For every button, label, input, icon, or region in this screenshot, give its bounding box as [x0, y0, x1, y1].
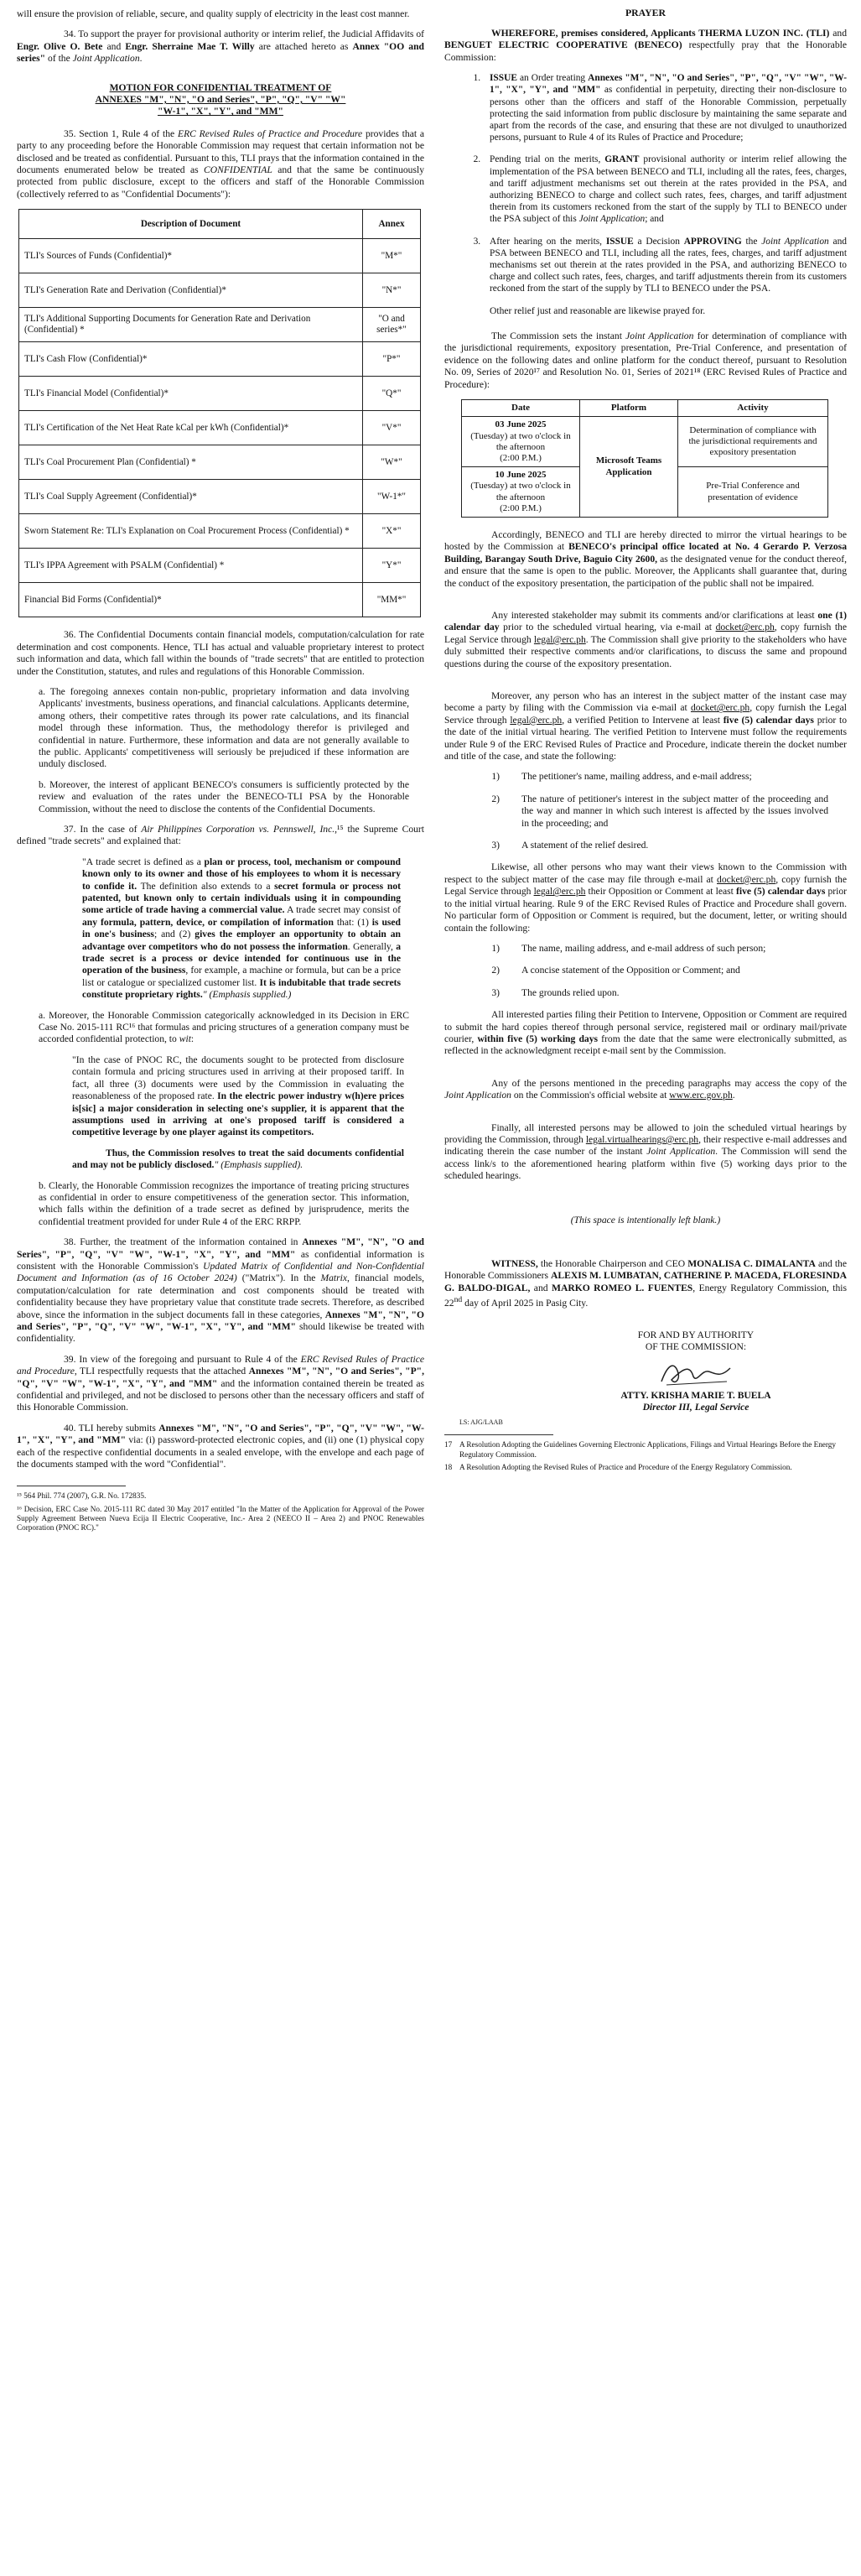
text: Joint Application [578, 214, 646, 225]
legal-email-link[interactable]: legal@erc.ph [533, 886, 586, 898]
text: WITNESS, [491, 1258, 538, 1269]
text: 39. In view of the foregoing and pursuant to Rule 4 of the [64, 1353, 301, 1365]
item-number: 1) [491, 942, 500, 954]
text: "A trade secret is defined as a [82, 856, 205, 867]
cell-annex: "V*" [363, 411, 421, 445]
text: and [102, 40, 126, 52]
paragraph-34 [17, 29, 424, 65]
signatory-title: Director III, Legal Service [642, 1402, 749, 1413]
text: " (Emphasis supplied.) [202, 989, 292, 1001]
text: Engr. Olive O. Bete [17, 40, 103, 52]
text: an Order treating [516, 73, 589, 84]
paragraph-36: 36. The Confidential Documents contain financial models, computation/calculation for rate determination and cost components. Hence, TLI has actual and valuable proprietary interest to protect such information and data, which fall within the bounds of "trade secrets" that are entitled to protection under the Constitution, statutes, and rules and regulations of this Honorable Commission. [17, 629, 424, 677]
footnote-16: ¹⁶ Decision, ERC Case No. 2015-111 RC dated 30 May 2017 entitled "In the Matter of the Application for Approval of the Power Supply Agreement Between Nueva Ecija II Electric Cooperative, Inc.- Area 2 (NEECO II – Area 2) and PNOC Renewables Corporation (PNOC RC)." [17, 1504, 424, 1533]
footnote-text: A Resolution Adopting the Guidelines Governing Electronic Applications, Filings and Virtual Hearings Before the Energy Regulatory Commission. [459, 1440, 836, 1459]
text: ; and (2) [153, 929, 195, 940]
text: , copy furnish the Legal Service through [444, 873, 847, 898]
text: 37. In the case of [64, 823, 142, 835]
text: Any interested stakeholder may submit its comments and/or clarifications at least [491, 609, 818, 621]
text: "In the case of PNOC RC, the documents sought to be protected from disclosure contain formula and pricing structures used in arriving at their proposed tariff. In fact, all three (3) documents were used by the Commission in evaluating the reasonableness of the proposed rate. [72, 1054, 404, 1102]
signature-authority-line-1: FOR AND BY AUTHORITY [637, 1330, 755, 1341]
text: , their respective e-mail addresses and indicating therein the case number of the instant [444, 1133, 847, 1158]
prayer-intro [444, 28, 847, 64]
left-column [17, 0, 424, 1536]
text: prior to the initial virtual hearing. Rule 9 of the ERC Revised Rules of Practice and Procedure shall govern. No particular form of Opposition or Comment is required, but the document, letter, or writing should contain the following: [444, 886, 848, 934]
text: , copy furnish the Legal Service through [444, 702, 847, 726]
footnote-number: 17 [444, 1440, 453, 1449]
text: as confidential in perpetuity, directing their non-disclosure to persons other than the officers and staff of the Honorable Commission, perpetually protecting the said information from public disclosure by maintaining the same separate and apart from the records of the case, and ensuring that these are not divulged to unauthorized persons, pursuant to Rule 4 of its Rules of Practice and Procedure; [490, 85, 848, 143]
prayer-other-relief: Other relief just and reasonable are likewise prayed for. [490, 304, 706, 316]
pnoc-quote [72, 1054, 404, 1139]
cell-description: TLI's Financial Model (Confidential)* [19, 377, 363, 411]
text: APPROVING [683, 236, 742, 247]
column-header-platform: Platform [580, 400, 678, 417]
cell-description: TLI's Additional Supporting Documents for Generation Rate and Derivation (Confidential) * [19, 308, 363, 342]
text: ISSUE [490, 73, 517, 84]
text: Moreover, any person who has an interest in the subject matter of the instant case may become a party by filing with the Commission via e-mail at [444, 690, 847, 714]
text: wit [179, 1033, 191, 1045]
text: , for example, a machine or formula, but can be a price list or catalogue or specialized customer list. [82, 965, 401, 988]
item-text: A concise statement of the Opposition or Comment; and [521, 965, 740, 976]
table-row [19, 273, 421, 308]
cell-annex: "W*" [363, 445, 421, 480]
blank-space-note: (This space is intentionally left blank.) [570, 1214, 721, 1226]
cell-description: TLI's Cash Flow (Confidential)* [19, 342, 363, 377]
text: 38. Further, the treatment of the information contained in [64, 1236, 303, 1248]
text: Joint Application [646, 1146, 716, 1158]
intro-paragraph: will ensure the provision of reliable, secure, and quality supply of electricity in the least cost manner. [17, 8, 410, 19]
text: as the designated venue for the conduct thereof, and ensure that the same is open to the public. Moreover, the Applicants shall guarantee that, during the conduct of the expository presentation, the participation of the public shall not be impaired. [444, 553, 847, 589]
text: Thus, the Commission resolves to treat the said documents confidential and may not be publicly disclosed. [72, 1147, 404, 1171]
day-text: (Tuesday) at two o'clock in the afternoon [470, 481, 571, 502]
text: are attached hereto as [254, 40, 353, 52]
intervene-requirement-2 [444, 794, 847, 830]
text: from the date that the same were electronically submitted, as reflected in the acknowledgment receipt e-mail sent by the Commission. [444, 1033, 847, 1057]
text: Matrix [320, 1272, 348, 1284]
text: and [829, 28, 848, 39]
text: . [732, 1090, 735, 1101]
text: day of April 2025 in Pasig City. [462, 1298, 589, 1309]
cell-activity: Determination of compliance with the jurisdictional requirements and expository presentation [678, 417, 828, 467]
trade-secret-quote [82, 856, 401, 1002]
table-row [19, 445, 421, 480]
motion-heading [17, 82, 424, 118]
hard-copy-paragraph [444, 1009, 847, 1058]
item-text: The nature of petitioner's interest in the subject matter of the proceeding and the way and manner in which such interest is affected by the issues involved in the proceeding; and [521, 793, 828, 829]
day-text: (Tuesday) at two o'clock in the afternoon [470, 430, 571, 452]
text: provisional authority or interim relief allowing the implementation of the PSA between BENECO and TLI, including all the rates, fees, charges, and tariff adjustment mechanisms set out therein at the rates provided in the PSA, and authorizing BENECO to charge and collect such rates, fees, charges, and tariff adjustment therein from its customers reckoned from the start of the supply by TLI to BENECO under the PSA subject of this [490, 154, 847, 225]
cell-annex: "Y*" [363, 549, 421, 583]
cell-description: TLI's Coal Procurement Plan (Confidential) * [19, 445, 363, 480]
text: Engr. Sherraine Mae T. Willy [125, 40, 255, 52]
intervene-paragraph [444, 690, 847, 762]
text: A trade secret may consist of [284, 904, 401, 916]
time-text: (2:00 P.M.) [500, 502, 542, 513]
cell-description: TLI's Certification of the Net Heat Rate kCal per kWh (Confidential)* [19, 411, 363, 445]
column-header-date: Date [462, 400, 580, 417]
item-number: 1) [491, 771, 500, 783]
text: Joint Application [761, 236, 829, 247]
comments-paragraph [444, 610, 847, 670]
text: Annex "OO and series" [17, 40, 424, 65]
text: plan or process, tool, mechanism or compound known only to its owner and those of his employees to whom it is necessary to confide it. [82, 856, 401, 892]
intervene-requirement-1 [444, 771, 847, 783]
footnote-separator [444, 1434, 553, 1435]
text: prior to the scheduled virtual hearing, via e-mail at [499, 622, 716, 633]
cell-annex: "X*" [363, 514, 421, 549]
cell-annex: "N*" [363, 273, 421, 308]
prayer-item-2 [483, 154, 847, 225]
text: Annexes "M", "N", "O and Series", "P", "Q", "V" "W", "W-1", "X", "Y", and "MM" [17, 1422, 424, 1446]
item-text: The name, mailing address, and e-mail address of such person; [521, 942, 766, 954]
legal-email-link[interactable]: legal@erc.ph [510, 714, 563, 726]
text: The definition also extends to a [137, 880, 275, 892]
cell-date [462, 467, 580, 518]
paragraph-39 [17, 1354, 424, 1414]
text: nd [454, 1295, 463, 1305]
text: of the [45, 53, 73, 65]
text: Joint Application [72, 53, 140, 65]
text: MONALISA C. DIMALANTA [687, 1258, 816, 1269]
text: one (1) calendar day [444, 609, 847, 633]
text: should likewise be treated with confidentiality. [17, 1321, 424, 1345]
docket-email-link[interactable]: docket@erc.ph [717, 873, 776, 885]
text: gives the employer an opportunity to obtain an advantage over competitors who do not possess the information [82, 929, 401, 952]
signature-block [570, 1330, 822, 1413]
text: All interested parties filing their Petition to Intervene, Opposition or Comment are required to submit the hard copies thereof through personal service, registered mail or ordinary mail/private courier, [444, 1009, 847, 1044]
text: BENECO's principal office located at No. 4 Gerardo P. Verzosa Building, Barangay South Drive, Baguio City 2600, [444, 541, 847, 565]
text: a trade secret is a process or device intended for continuous use in the operation of the business [82, 940, 401, 976]
right-column [444, 0, 847, 1475]
time-text: (2:00 P.M.) [500, 452, 542, 463]
text: and the Honorable Commissioners [444, 1258, 847, 1282]
cell-platform: Microsoft Teams Application [580, 417, 678, 518]
text: respectfully pray that the Honorable Commission: [444, 39, 847, 63]
join-paragraph [444, 1122, 847, 1183]
prayer-list [444, 72, 847, 294]
cell-description: TLI's Generation Rate and Derivation (Confidential)* [19, 273, 363, 308]
text: After hearing on the merits, [490, 236, 606, 247]
text: , Energy Regulatory Commission, this 22 [444, 1282, 847, 1309]
table-row [19, 583, 421, 617]
text: Annexes "M", "N", "O and Series", "P", "Q", "V" "W", "W-1", "X", "Y", and "MM" [490, 73, 847, 96]
date-text: 03 June 2025 [495, 419, 547, 430]
text: In the electric power industry w(h)ere prices is[sic] a major consideration in selecting one's supplier, it is apparent that the assumptions used in arriving at one's proposed tariff is considered a competitive leverage by one player against its competitors. [72, 1090, 404, 1138]
text: Likewise, all other persons who may want their views known to the Commission with respect to the subject matter of the case may file through e-mail at [444, 861, 847, 885]
venue-paragraph [444, 529, 847, 590]
footnote-text: A Resolution Adopting the Revised Rules of Practice and Procedure of the Energy Regulatory Commission. [459, 1462, 792, 1471]
text: GRANT [604, 154, 640, 165]
text: their Opposition or Comment at least [585, 886, 736, 898]
item-text: The grounds relied upon. [521, 986, 620, 998]
text: via: (i) password-protected electronic copies, and (ii) one (1) physical copy each of the respective confidential documents in a sealed envelope, with the envelope and each page of the documents stamped with the word "Confidential". [17, 1434, 424, 1470]
witness-paragraph [444, 1258, 847, 1309]
hearing-schedule-table [461, 399, 828, 518]
text: a. Moreover, the Honorable Commission categorically acknowledged in its Decision in ERC Case No. 2015-111 RC¹⁶ that formulas and pricing structures of a generation company must be accorded confidential protection, to [39, 1009, 409, 1045]
text: ERC Revised Rules of Practice and Procedure [177, 127, 363, 139]
opposition-requirement-1 [444, 943, 847, 955]
text: THERMA LUZON INC. (TLI) [698, 28, 830, 39]
initials-reference: LS: AJG/LAAB [459, 1418, 503, 1427]
docket-email-link[interactable]: docket@erc.ph [690, 702, 750, 714]
opposition-requirement-3 [444, 987, 847, 999]
cell-annex: "P*" [363, 342, 421, 377]
pnoc-quote-conclusion [72, 1147, 404, 1172]
heading-line: MOTION FOR CONFIDENTIAL TREATMENT OF [109, 81, 332, 93]
text: for determination of compliance with the jurisdictional requirements, expository presentation, Pre-Trial Conference, and presentation of evidence on the following dates and online platform for the conduct thereof, pursuant to Resolution No. 09, Series of 2020¹⁷ and Resolution No. 01, Series of 2021¹⁸ (ERC Revised Rules of Practice and Procedure): [444, 330, 848, 390]
table-row [19, 514, 421, 549]
text: secret formula or process not patented, but known only to certain individuals using it in compounding some article of trade having a commercial value. [82, 880, 401, 916]
column-header-annex: Annex [363, 210, 421, 239]
text: , copy furnish the Legal Service through [444, 622, 847, 645]
website-link[interactable]: www.erc.gov.ph [669, 1090, 733, 1101]
cell-date [462, 417, 580, 467]
column-header-activity: Activity [678, 400, 828, 417]
paragraph-36a: a. The foregoing annexes contain non-public, proprietary information and data involving Applicants' investments, business operations, and financial calculations. Applicants determine, among others, their competitive rates through its power rate calculations, and its financial model through these information. Thus, the methodology therefor is privileged and confidential in nature. Furthermore, these information and data are not generally available to the public. Applicants' competitiveness will seriously be prejudiced if these information are unduly disclosed. [39, 685, 409, 770]
opposition-requirement-2 [444, 965, 847, 976]
text: 34. To support the prayer for provisional authority or interim relief, the Judicial Affidavits of [64, 29, 424, 40]
text: ("Matrix"). In the [236, 1272, 321, 1284]
text: Accordingly, BENECO and TLI are hereby directed to mirror the virtual hearings to be hosted by the Commission at [444, 528, 847, 553]
cell-annex: "MM*" [363, 583, 421, 617]
text: Joint Application [625, 330, 694, 342]
item-number: 3) [491, 840, 500, 851]
table-header-row [462, 400, 828, 417]
item-number: 2) [491, 965, 500, 976]
table-row [19, 342, 421, 377]
text: any formula, pattern, device, or compilation of information [82, 916, 334, 928]
text: prior to the date of the initial virtual hearing. The verified Petition to Intervene must follow the requirements under Rule 9 of the ERC Revised Rules of Practice and Procedure, indicate therein the docket number and title of the case, and state the following: [444, 714, 847, 762]
table-row [19, 239, 421, 273]
prayer-item-3 [483, 236, 847, 295]
prayer-item-1 [483, 72, 847, 143]
text: Joint Application [444, 1090, 511, 1101]
paragraph-37 [17, 824, 424, 848]
text: within five (5) working days [477, 1033, 599, 1044]
item-number: 2) [491, 793, 500, 804]
text: The Commission sets the instant [491, 330, 626, 342]
text: that: (1) [333, 916, 372, 928]
cell-description: Financial Bid Forms (Confidential)* [19, 583, 363, 617]
legal-email-link[interactable]: legal@erc.ph [533, 633, 586, 645]
text: . The Commission shall give priority to the stakeholders who have duly submitted their respective comments and/or clarifications, to discuss the same and propound questions during the course of the expository presentation. [444, 633, 847, 669]
text: , a verified Petition to Intervene at least [562, 714, 724, 726]
cell-annex: "M*" [363, 239, 421, 273]
text: Annexes "M", "N", "O and Series", "P", "Q", "V" "W", "W-1", "X", "Y", and "MM" [17, 1309, 424, 1332]
text: the Honorable Chairperson and CEO [537, 1258, 688, 1269]
footnote-15: ¹⁵ 564 Phil. 774 (2007), G.R. No. 172835. [17, 1491, 147, 1501]
cell-annex: "W-1*" [363, 480, 421, 514]
text: as confidential information is consistent with the Honorable Commission's [17, 1248, 424, 1272]
paragraph-37a [39, 1010, 409, 1046]
handwritten-signature-icon [650, 1356, 742, 1390]
text: Annexes "M", "N", "O and Series", "P", "Q", "V" "W", "W-1", "X", "Y", and "MM" [17, 1366, 424, 1389]
text: provides that a party to any proceeding before the Honorable Commission may request that certain information not be disclosed and be treated as confidential. Pursuant to this, TLI prays that the information contained in the documents enumerated below be treated as [17, 127, 424, 176]
footnote-17 [444, 1440, 847, 1459]
footnote-18 [444, 1463, 847, 1472]
table-row [19, 549, 421, 583]
text: ERC Revised Rules of Practice and Procedure [17, 1353, 424, 1377]
text: Annexes "M", "N", "O and Series", "P", "Q", "V" "W", "W-1", "X", "Y", and "MM" [17, 1236, 424, 1260]
item-number: 3) [491, 986, 500, 998]
access-paragraph [444, 1078, 847, 1102]
table-row [19, 411, 421, 445]
cell-description: TLI's Coal Supply Agreement (Confidential)* [19, 480, 363, 514]
heading-line: "W-1", "X", "Y", and "MM" [158, 106, 283, 117]
virtual-hearings-email-link[interactable]: legal.virtualhearings@erc.ph [585, 1133, 699, 1145]
text: , TLI respectfully requests that the attached [74, 1366, 249, 1377]
text: It is indubitable that trade secrets constitute proprietary rights. [82, 976, 401, 1001]
date-text: 10 June 2025 [495, 470, 547, 481]
text: 40. TLI hereby submits [64, 1422, 159, 1434]
text: and PSA between BENECO and TLI, including all the rates, fees, charges, and tariff adjustment mechanisms set out therein at the rates provided in the PSA, and authorizing BENECO to charge and collect such rates, fees, charges, and tariff adjustments therein from its customers reckoned from the start of the supply by TLI to BENECO under the PSA. [490, 236, 847, 294]
table-row [19, 377, 421, 411]
text: . [139, 53, 143, 65]
table-row [462, 417, 828, 467]
table-row [19, 308, 421, 342]
paragraph-37b: b. Clearly, the Honorable Commission recognizes the importance of treating pricing structures as confidential in order to ensure competitiveness of the generation sector. This information, which falls within the definition of a trade secret as defined by jurisprudence, merits the confidential treatment provided for under Rule 4 of the ERC RRPP. [39, 1179, 409, 1227]
paragraph-36b: b. Moreover, the interest of applicant BENECO's consumers is sufficiently protected by the review and evaluation of the rates under the BENECO-TLI PSA by the Honorable Commission, without the need to disclose the contents of the Confidential Documents. [39, 778, 409, 814]
text: ; and [645, 214, 664, 225]
text: five (5) calendar days [735, 886, 826, 898]
paragraph-40 [17, 1423, 424, 1471]
cell-description: TLI's IPPA Agreement with PSALM (Confidential) * [19, 549, 363, 583]
cell-annex: "O and series*" [363, 308, 421, 342]
paragraph-38 [17, 1236, 424, 1345]
text: and [530, 1282, 552, 1293]
text: and the information contained therein be treated as confidential and privileged, and not be disclosed to persons other than the necessary officers and staff of this Honorable Commission. [17, 1377, 424, 1413]
text: . The Commission will send the access link/s to the aforementioned hearing platform within five (5) working days prior to the scheduled hearings. [444, 1146, 847, 1182]
table-row [19, 480, 421, 514]
text: WHEREFORE, premises considered, Applicants [491, 28, 699, 39]
prayer-heading: PRAYER [625, 7, 666, 18]
text: five (5) calendar days [723, 714, 814, 726]
text: CONFIDENTIAL [204, 164, 272, 176]
schedule-intro [444, 330, 847, 391]
text: the [741, 236, 762, 247]
cell-description: Sworn Statement Re: TLI's Explanation on Coal Procurement Process (Confidential) * [19, 514, 363, 549]
heading-line: ANNEXES "M", "N", "O and Series", "P", "Q", "V" "W" [95, 94, 346, 106]
paragraph-35 [17, 128, 424, 200]
text: ,¹⁵ the Supreme Court defined "trade secrets" and explained that: [17, 823, 424, 847]
text: a Decision [633, 236, 684, 247]
item-text: The petitioner's name, mailing address, and e-mail address; [521, 771, 752, 783]
text: on the Commission's official website at [511, 1090, 670, 1101]
text: and that the same be continuously protected from public disclosure, except to the officers and staff of the Honorable Commission (collectively referred to as "Confidential Documents"): [17, 164, 425, 200]
cell-description: TLI's Sources of Funds (Confidential)* [19, 239, 363, 273]
column-header-description: Description of Document [19, 210, 363, 239]
cell-activity: Pre-Trial Conference and presentation of evidence [678, 467, 828, 518]
text: is used in one's business [82, 916, 401, 940]
signature-authority-line-2: OF THE COMMISSION: [645, 1341, 747, 1353]
text: : [190, 1033, 195, 1045]
text: , financial models, computation/calculation for rate determination and cost components should be treated with confidentiality because they have proprietary value that constitute trade secrets. Therefore, as described above, since the information in the subject documents fall in these categories, [17, 1272, 425, 1320]
text: MARKO ROMEO L. FUENTES [552, 1282, 693, 1293]
docket-email-link[interactable]: docket@erc.ph [715, 622, 775, 633]
item-text: A statement of the relief desired. [521, 840, 649, 851]
text: " (Emphasis supplied). [214, 1159, 303, 1171]
text: Finally, all interested persons may be allowed to join the scheduled virtual hearings by providing the Commission, through [444, 1121, 847, 1145]
footnote-number: 18 [444, 1462, 453, 1471]
text: . Generally, [347, 940, 397, 952]
text: BENGUET ELECTRIC COOPERATIVE (BENECO) [444, 39, 682, 51]
text: Updated Matrix of Confidential and Non-Confidential Document and Information (as of 16 October 2024) [17, 1260, 424, 1284]
signatory-name: ATTY. KRISHA MARIE T. BUELA [620, 1390, 771, 1402]
confidential-documents-table [18, 209, 421, 617]
text: 35. Section 1, Rule 4 of the [64, 127, 178, 139]
table-header-row [19, 210, 421, 239]
intervene-requirement-3 [444, 840, 847, 851]
text: Air Philippines Corporation vs. Pennswell, Inc. [141, 823, 335, 835]
text: Pending trial on the merits, [490, 154, 605, 165]
text: Any of the persons mentioned in the preceding paragraphs may access the copy of the [491, 1077, 847, 1089]
text: ALEXIS M. LUMBATAN, CATHERINE P. MACEDA, FLORESINDA G. BALDO-DIGAL, [444, 1270, 847, 1293]
cell-annex: "Q*" [363, 377, 421, 411]
opposition-paragraph [444, 861, 847, 934]
text: ISSUE [605, 236, 634, 247]
